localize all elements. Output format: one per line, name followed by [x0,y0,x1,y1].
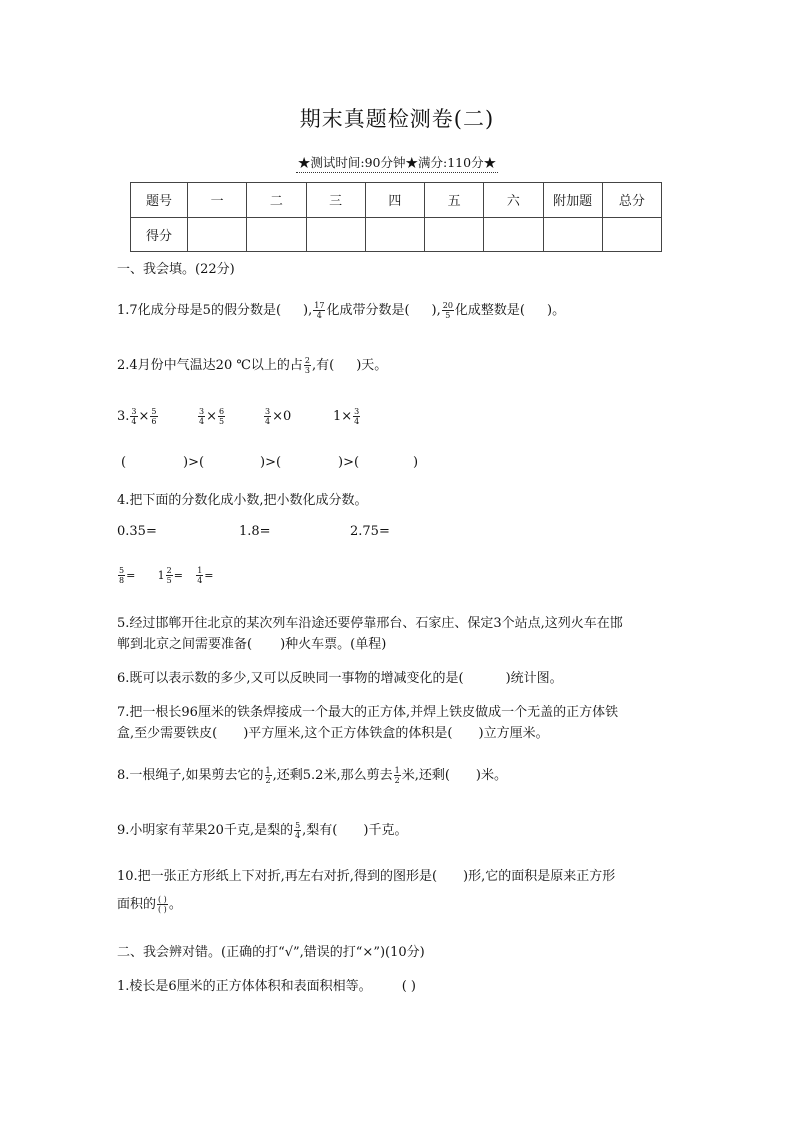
q3-e3-frac-den: 4 [265,417,271,426]
question-10-line-2 [117,893,182,914]
q1-fraction-2-num: 20 [442,301,453,310]
q3-e1-frac-b-num: 5 [151,407,157,416]
q1-fraction-1-num: 17 [314,301,325,310]
q10-text-d: 。 [168,897,182,912]
column-6: 六 [484,183,543,218]
test-info [0,153,794,171]
q4-fraction-1-den: 8 [119,576,125,585]
q4-fractions [117,566,214,585]
test-info-text: ★测试时间:90分钟★满分:110分★ [296,155,498,173]
question-2 [117,354,387,375]
q4-eq-2: = [173,569,183,582]
question-7-line-2 [117,722,549,741]
q3-expression-4 [333,407,361,426]
q4-mixed-whole: 1 [157,569,165,582]
q3-e4-prefix: 1× [333,409,353,424]
q9-fraction-num: 5 [295,821,301,830]
q3-compare-4: ) [413,455,419,470]
q2-text-c: )天。 [356,358,388,373]
q3-e2-frac-b-num: 6 [219,407,225,416]
question-6 [117,667,563,686]
q2-text-a: 2.4月份中气温达20 ℃以上的占 [117,358,303,373]
q3-compare-1: )>( [183,455,205,470]
q3-e4-frac [353,407,360,426]
score-cell-1[interactable] [188,217,247,252]
q9-fraction [294,821,301,840]
q8-fraction-2-den: 2 [394,776,400,785]
q3-e1-frac-a-den: 4 [131,417,137,426]
q3-e1-op: × [138,409,150,424]
question-5-line-2 [117,633,386,652]
q1-fraction-2-den: 5 [445,311,451,320]
q3-e4-frac-num: 3 [354,407,360,416]
q4-fraction-3-den: 4 [197,576,203,585]
q1-text-a: 1.7化成分母是5的假分数是( [117,303,282,318]
q3-e2-frac-a-num: 3 [199,407,205,416]
q4-fraction-3-num: 1 [197,566,203,575]
q4-fraction-3 [196,566,203,585]
q1-text-d: ), [431,303,441,318]
column-bonus: 附加题 [543,183,602,218]
question-7-line-1: 7.把一根长96厘米的铁条焊接成一个最大的正方体,并焊上铁皮做成一个无盖的正方体铁 [117,705,619,720]
score-cell-5[interactable] [425,217,484,252]
q5-text-b: )种火车票。(单程) [280,637,387,652]
question-4: 4.把下面的分数化成小数,把小数化成分数。 [117,493,368,508]
q3-e2-frac-a-den: 4 [199,417,205,426]
q3-compare-0: ( [121,455,127,470]
question-5-line-1: 5.经过邯郸开往北京的某次列车沿途还要停靠邢台、石家庄、保定3个站点,这列火车在邯 [117,616,623,631]
q6-text-a: 6.既可以表示数的多少,又可以反映同一事物的增减变化的是( [117,671,464,686]
score-table-score-row [131,217,662,252]
q3-e1-frac-b-den: 6 [151,417,157,426]
q2-fraction-den: 3 [304,366,310,375]
q3-e3-op: ×0 [272,409,292,424]
question-9 [117,819,407,840]
q9-text-b: ,梨有( [302,823,338,838]
page-title: 期末真题检测卷(二) [299,107,495,131]
q9-fraction-den: 4 [295,831,301,840]
q3-expression-2 [197,407,226,426]
section2-question-1 [117,975,416,994]
q8-text-c: 米,还剩( [401,768,450,783]
q4-mixed-den: 5 [166,576,172,585]
q10-fraction-den: ( ) [158,905,167,914]
column-5: 五 [425,183,484,218]
q4-mixed-num: 2 [166,566,172,575]
header-label-cell: 题号 [131,183,188,218]
q1-text-e: 化成整数是( [454,303,525,318]
q3-e2-op: × [206,409,217,424]
q4-fraction-1-num: 5 [119,566,125,575]
q10-text-a: 10.把一张正方形纸上下对折,再左右对折,得到的图形是( [117,869,438,884]
q4-eq-1: = [126,569,136,582]
q2-fraction-num: 2 [304,356,310,365]
q3-e2-frac-b [218,407,225,426]
q4-decimal-3: 2.75= [350,524,390,539]
column-total: 总分 [602,183,661,218]
q3-e2-frac-b-den: 5 [219,417,225,426]
column-3: 三 [306,183,365,218]
q3-number: 3. [117,409,130,424]
row-label-cell: 得分 [131,217,188,252]
q3-expression-3 [263,407,291,426]
q10-fraction-num: ( ) [158,895,167,904]
q3-expression-1 [117,407,159,426]
score-cell-3[interactable] [306,217,365,252]
q1-fraction-2 [442,301,454,320]
q6-text-b: )统计图。 [505,671,563,686]
q9-text-c: )千克。 [363,823,408,838]
q4-decimal-2: 1.8= [239,524,271,539]
q4-fraction-1 [118,566,125,585]
q10-blank-fraction[interactable] [157,895,168,914]
column-1: 一 [188,183,247,218]
q8-text-a: 8.一根绳子,如果剪去它的 [117,768,264,783]
section2-heading: 二、我会辨对错。(正确的打“√”,错误的打“×”)(10分) [117,945,425,960]
s2-q1-text: 1.棱长是6厘米的正方体体积和表面积相等。 [117,979,372,994]
q8-fraction-1-den: 2 [265,776,271,785]
s2-q1-blank[interactable]: ( ) [401,979,416,994]
q7-text-c: )立方厘米。 [478,726,549,741]
question-8 [117,764,507,785]
q7-text-b: )平方厘米,这个正方体铁盒的体积是( [243,726,453,741]
section1-heading: 一、我会填。(22分) [117,262,235,277]
q1-text-c: 化成带分数是( [326,303,410,318]
q3-compare-2: )>( [260,455,282,470]
q3-e2-frac-a [198,407,205,426]
q4-decimal-1: 0.35= [117,524,157,539]
q3-e3-frac-num: 3 [265,407,271,416]
q3-e1-frac-a-num: 3 [131,407,137,416]
score-cell-bonus[interactable] [543,217,602,252]
q8-fraction-1-num: 1 [265,766,271,775]
column-2: 二 [247,183,306,218]
q8-fraction-2 [394,766,401,785]
q3-compare-3: )>( [338,455,360,470]
q4-eq-3: = [204,569,214,582]
score-cell-2[interactable] [247,217,306,252]
q2-text-b: ,有( [312,358,335,373]
q10-text-b: )形,它的面积是原来正方形 [463,869,616,884]
score-cell-total[interactable] [602,217,661,252]
score-table [130,182,662,252]
q3-e4-frac-den: 4 [354,417,360,426]
q7-text-a: 盒,至少需要铁皮( [117,726,218,741]
score-cell-4[interactable] [365,217,424,252]
q4-mixed-fraction [166,566,173,585]
q3-e3-frac [264,407,271,426]
q1-text-f: )。 [547,303,566,318]
q5-text-a: 郸到北京之间需要准备( [117,637,253,652]
q1-fraction-1-den: 4 [316,311,322,320]
q8-fraction-1 [265,766,272,785]
q3-e1-frac-b [150,407,157,426]
q3-e1-frac-a [130,407,137,426]
q1-text-b: ), [303,303,313,318]
q1-fraction-1 [313,301,325,320]
question-1 [117,299,565,320]
q2-fraction [304,356,311,375]
q8-fraction-2-num: 1 [394,766,400,775]
q10-text-c: 面积的 [117,897,157,912]
question-10-line-1 [117,865,615,884]
column-4: 四 [365,183,424,218]
score-cell-6[interactable] [484,217,543,252]
q9-text-a: 9.小明家有苹果20千克,是梨的 [117,823,294,838]
q8-text-d: )米。 [475,768,507,783]
score-table-header-row [131,183,662,218]
q8-text-b: ,还剩5.2米,那么剪去 [272,768,393,783]
